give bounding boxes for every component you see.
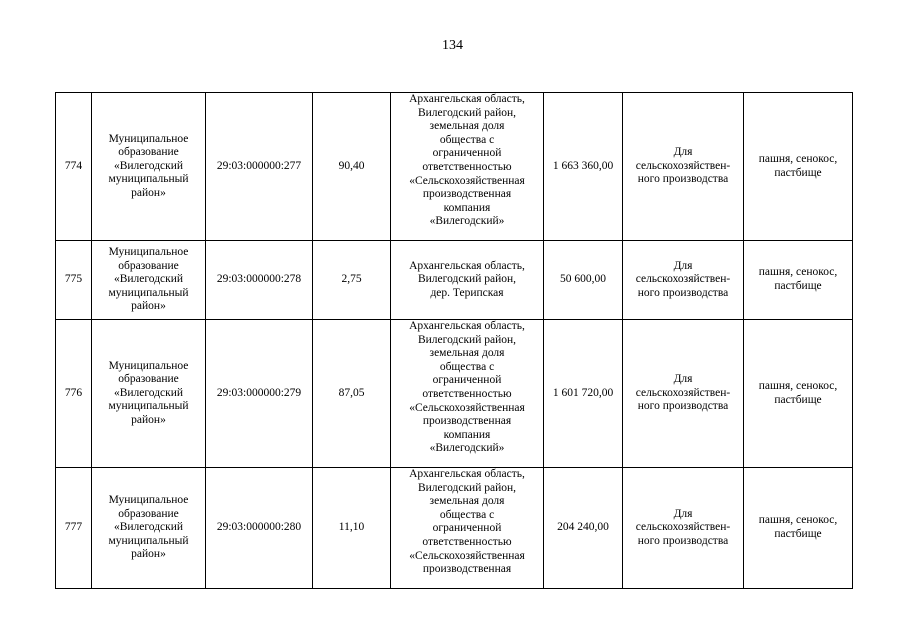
- table-row: [56, 468, 853, 589]
- table-row: [56, 320, 853, 468]
- land-use-cell: пашня, сенокос, пастбище: [744, 320, 853, 468]
- cadastral-value-cell: 1 601 720,00: [544, 320, 623, 468]
- permitted-use-cell: Для сельскохозяйствен- ного производства: [623, 241, 744, 320]
- cadastral-number-cell: 29:03:000000:279: [206, 320, 313, 468]
- land-use-cell: пашня, сенокос, пастбище: [744, 468, 853, 589]
- area-cell: 11,10: [313, 468, 391, 589]
- location-cell: Архангельская область, Вилегодский район, земельная доля общества с ограниченной ответственностью «Сельскохозяйственная производственная компания «Вилегодский»: [391, 93, 544, 241]
- owner-cell: Муниципальное образование «Вилегодский муниципальный район»: [92, 93, 206, 241]
- land-use-cell: пашня, сенокос, пастбище: [744, 241, 853, 320]
- cadastral-value-cell: 1 663 360,00: [544, 93, 623, 241]
- owner-cell: Муниципальное образование «Вилегодский муниципальный район»: [92, 320, 206, 468]
- owner-cell: Муниципальное образование «Вилегодский муниципальный район»: [92, 468, 206, 589]
- table-row: [56, 241, 853, 320]
- location-cell: Архангельская область, Вилегодский район, земельная доля общества с ограниченной ответственностью «Сельскохозяйственная производственная: [391, 468, 544, 589]
- owner-cell: Муниципальное образование «Вилегодский муниципальный район»: [92, 241, 206, 320]
- permitted-use-cell: Для сельскохозяйствен- ного производства: [623, 468, 744, 589]
- cadastral-number-cell: 29:03:000000:280: [206, 468, 313, 589]
- permitted-use-cell: Для сельскохозяйствен- ного производства: [623, 320, 744, 468]
- cadastral-number-cell: 29:03:000000:277: [206, 93, 313, 241]
- area-cell: 90,40: [313, 93, 391, 241]
- permitted-use-cell: Для сельскохозяйствен- ного производства: [623, 93, 744, 241]
- cadastral-value-cell: 50 600,00: [544, 241, 623, 320]
- row-number-cell: 776: [56, 320, 92, 468]
- location-cell: Архангельская область, Вилегодский район, дер. Терипская: [391, 241, 544, 320]
- row-number-cell: 774: [56, 93, 92, 241]
- row-number-cell: 775: [56, 241, 92, 320]
- area-cell: 2,75: [313, 241, 391, 320]
- cadastral-value-cell: 204 240,00: [544, 468, 623, 589]
- land-use-cell: пашня, сенокос, пастбище: [744, 93, 853, 241]
- location-cell: Архангельская область, Вилегодский район, земельная доля общества с ограниченной ответственностью «Сельскохозяйственная производственная компания «Вилегодский»: [391, 320, 544, 468]
- page-number: 134: [442, 38, 463, 53]
- cadastral-number-cell: 29:03:000000:278: [206, 241, 313, 320]
- area-cell: 87,05: [313, 320, 391, 468]
- row-number-cell: 777: [56, 468, 92, 589]
- land-registry-table: [55, 92, 853, 589]
- table-row: [56, 93, 853, 241]
